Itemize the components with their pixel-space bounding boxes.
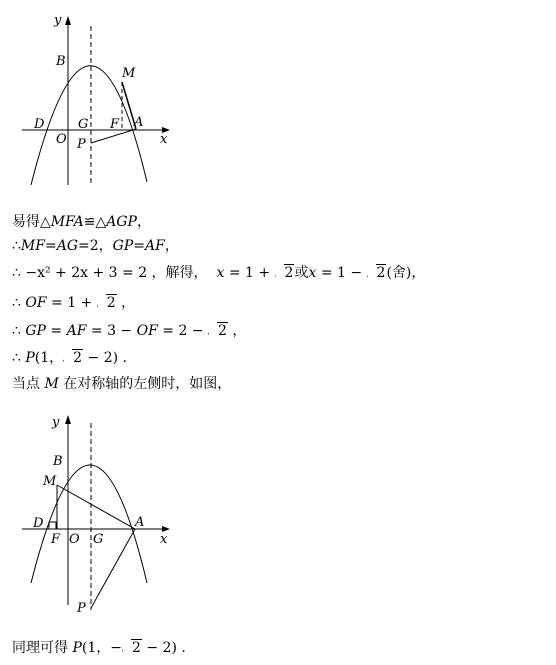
label-g: G [93,532,104,547]
label-a: A [134,115,144,130]
label-y: y [52,415,60,430]
sqrt-symbol: 2 [208,321,228,341]
label-y: y [54,13,62,28]
y-axis-arrow [65,415,71,424]
label-f: F [51,532,61,547]
line-congruent: 易得△MFA≌△AGP， [12,214,151,230]
figure-1 [0,0,200,195]
right-angle-mark [49,522,56,529]
figure-1-svg [0,0,200,195]
label-g: G [78,117,89,132]
figure-2 [0,405,200,625]
line-similarly: 同理可得 P(1，− 2 − 2) . [12,640,186,656]
y-axis-arrow [65,16,71,25]
sqrt-symbol: 2 [122,638,142,658]
segment-ma [57,485,135,529]
parabola [31,66,147,185]
label-b: B [53,454,63,469]
label-o: O [56,132,67,147]
line-of-value: ∴ OF = 1 + 2 ， [12,295,136,311]
line-p-coordinates: ∴ P(1， 2 − 2) . [12,350,127,366]
label-f: F [110,117,120,132]
label-b: B [56,54,66,69]
label-m: M [122,66,136,81]
label-o: O [69,532,80,547]
label-x: x [160,532,168,547]
label-d: D [33,516,44,531]
line-equal-segments: ∴MF=AG=2，GP=AF， [12,238,179,254]
sqrt-symbol: 2 [275,263,295,283]
label-x: x [160,132,168,147]
line-gp-value: ∴ GP = AF = 3 − OF = 2 − 2 ， [12,323,247,339]
sqrt-symbol: 2 [367,263,387,283]
figure-2-svg [0,405,200,625]
label-p: P [77,601,86,616]
line-case-left: 当点 M 在对称轴的左侧时，如图， [12,376,232,392]
label-p: P [77,137,86,152]
label-m: M [43,474,57,489]
label-d: D [34,117,45,132]
sqrt-symbol: 2 [63,348,83,368]
line-solve-equation: ∴ −x² + 2x + 3 = 2 ，解得， x = 1 + 2或x = 1 − 2(舍)， [12,265,426,281]
label-a: A [135,515,145,530]
sqrt-symbol: 2 [97,293,117,313]
